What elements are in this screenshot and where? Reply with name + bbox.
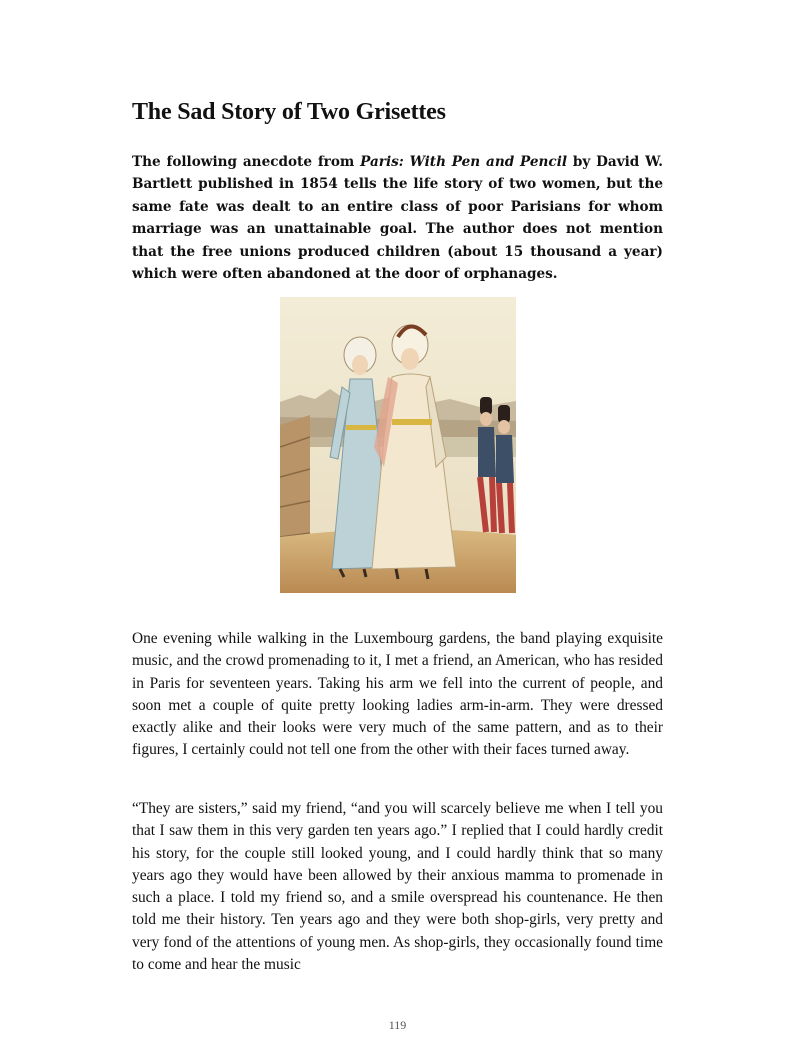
- paragraph: “They are sisters,” said my friend, “and you will scarcely believe me when I tell you that I saw them in this very garden ten years ago.” I replied that I could hardly credit his story, for the couple still looked young, and I could hardly think that so many years ago they would have been allowed by their anxious mamma to promenade in such a place. I told my friend so, and a smile overspread his countenance. He then told me their history. Ten years ago and they were both shop-girls, very pretty and very fond of the attentions of young men. As shop-girls, they occasionally found time to come and hear the music: [132, 800, 663, 974]
- page-number: 119: [388, 1018, 407, 1032]
- intro-text-end: by David W. Bartlett published in 1854 tells the life story of two women, but the same fate was dealt to an entire class of poor Parisians for whom marriage was an unattainable goal. The author does not mention that the free unions produced children (about 15 thousand a year) which were often abandoned at the door of orphanages.: [132, 154, 663, 283]
- page-title: The Sad Story of Two Grisettes: [132, 99, 446, 125]
- intro-text-start: The following anecdote from: [132, 154, 361, 170]
- book-title: Paris: With Pen and Pencil: [360, 154, 568, 170]
- paragraph: One evening while walking in the Luxembourg gardens, the band playing exquisite music, and the crowd promenading to it, I met a friend, an American, who has resided in Paris for seventeen years. Taking his arm we fell into the current of people, and soon met a couple of quite pretty looking ladies arm-in-arm. They were dressed exactly alike and their looks were very much of the same pattern, and as to their figures, I certainly could not tell one from the other with their faces turned away.: [132, 630, 663, 759]
- grisettes-illustration: [280, 297, 516, 593]
- intro-paragraph: [132, 151, 663, 285]
